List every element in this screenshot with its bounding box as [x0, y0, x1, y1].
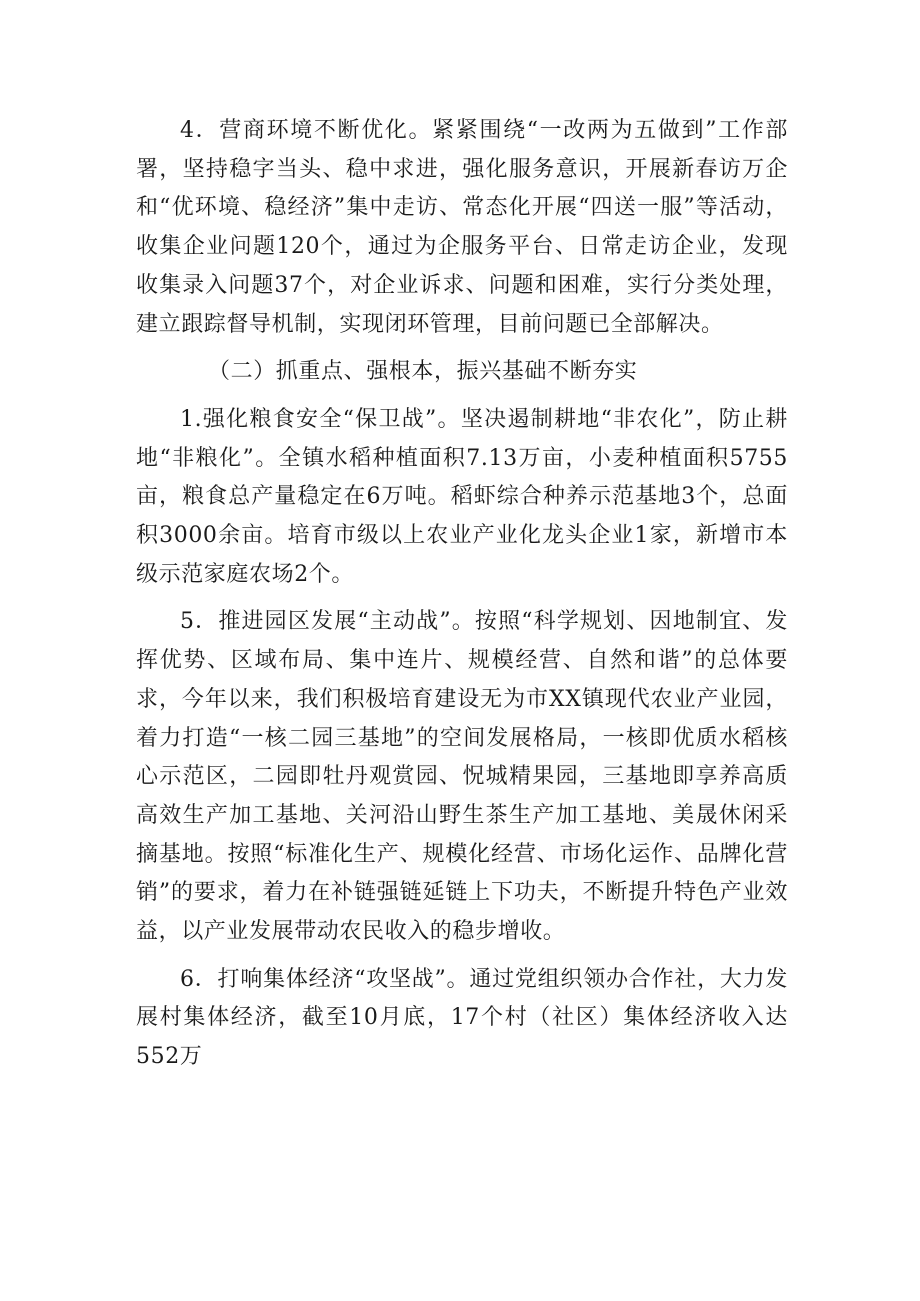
paragraph-park-development: 5．推进园区发展“主动战”。按照“科学规划、因地制宜、发挥优势、区域布局、集中连片、规模经营、自然和谐”的总体要求，今年以来，我们积极培育建设无为市XX镇现代农业产业园，着力打造“一核二园三基地”的空间发展格局，一核即优质水稻核心示范区，二园即牡丹观赏园、怳城精果园，三基地即享养高质高效生产加工基地、关河沿山野生茶生产加工基地、美晟休闲采摘基地。按照“标准化生产、规模化经营、市场化运作、品牌化营销”的要求，着力在补链强链延链上下功夫，不断提升特色产业效益，以产业发展带动农民收入的稳步增收。: [136, 609, 788, 945]
paragraph-food-security: 1.强化粮食安全“保卫战”。坚决遏制耕地“非农化”，防止耕地“非粮化”。全镇水稻种植面积7.13万亩，小麦种植面积5755亩，粮食总产量稳定在6万吨。稻虾综合种养示范基地3个，总面积3000余亩。培育市级以上农业产业化龙头企业1家，新增市本级示范家庭农场2个。: [136, 406, 788, 587]
section-heading: （二）抓重点、强根本，振兴基础不断夯实: [208, 359, 638, 385]
paragraph-business-environment: 4．营商环境不断优化。紧紧围绕“一改两为五做到”工作部署，坚持稳字当头、稳中求进，强化服务意识，开展新春访万企和“优环境、稳经济”集中走访、常态化开展“四送一服”等活动，收集企业问题120个，通过为企服务平台、日常走访企业，发现收集录入问题37个，对企业诉求、问题和困难，实行分类处理，建立跟踪督导机制，实现闭环管理，目前问题已全部解决。: [136, 118, 788, 337]
paragraph-collective-economy: 6．打响集体经济“攻坚战”。通过党组织领办合作社，大力发展村集体经济，截至10月底，17个村（社区）集体经济收入达552万: [136, 966, 788, 1070]
document-body: [136, 112, 788, 1086]
